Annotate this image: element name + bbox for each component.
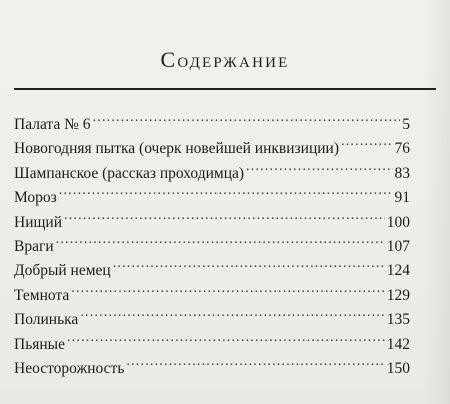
toc-dot-leader [67,335,385,349]
toc-entry-title: Палата № 6 [14,116,91,133]
toc-entry-title: Пьяные [14,335,65,353]
toc-entry [14,333,410,357]
toc-entry-page: 91 [394,189,410,207]
toc-entry-page: 76 [394,140,410,158]
toc-entry-title: Мороз [14,189,57,207]
toc-entry-title: Полинька [14,311,79,329]
toc-entry-page: 142 [386,335,410,353]
toc-dot-leader [80,310,384,324]
toc-dot-leader [59,188,393,202]
toc-entry-title: Нищий [14,213,63,231]
toc-entry [14,308,410,332]
toc-dot-leader [64,213,385,227]
toc-entry [14,259,410,283]
toc-entry-title: Неосторожность [14,359,125,377]
toc-entry-page: 107 [386,237,410,255]
toc-entry-page: 124 [386,262,410,280]
toc-entry-page: 135 [386,311,410,329]
toc-entry [14,235,410,259]
heading-divider [14,88,436,90]
toc-dot-leader [246,164,392,178]
toc-entry-page: 5 [402,116,410,133]
toc-entry-title: Враги [14,237,54,255]
toc-dot-leader [113,261,385,275]
toc-entry [14,211,410,235]
toc-dot-leader [71,286,385,300]
toc-entry [14,357,410,381]
table-of-contents [14,113,410,381]
page-title: Содержание [160,47,290,72]
toc-entry [14,113,410,137]
toc-entry [14,186,410,210]
toc-entry-page: 83 [394,164,410,182]
toc-entry [14,162,410,186]
toc-entry [14,284,410,308]
toc-entry [14,137,410,161]
toc-dot-leader [93,115,401,129]
toc-dot-leader [126,359,384,373]
toc-entry-title: Добрый немец [14,262,111,280]
toc-entry-page: 129 [386,286,410,304]
toc-dot-leader [341,139,392,153]
toc-entry-title: Шампанское (рассказ проходимца) [14,164,245,182]
toc-entry-page: 150 [386,359,410,377]
toc-entry-title: Новогодняя пытка (очерк новейшей инквизиции) [14,140,340,158]
toc-entry-page: 100 [386,213,410,231]
toc-dot-leader [56,237,385,251]
toc-entry-title: Темнота [14,286,70,304]
